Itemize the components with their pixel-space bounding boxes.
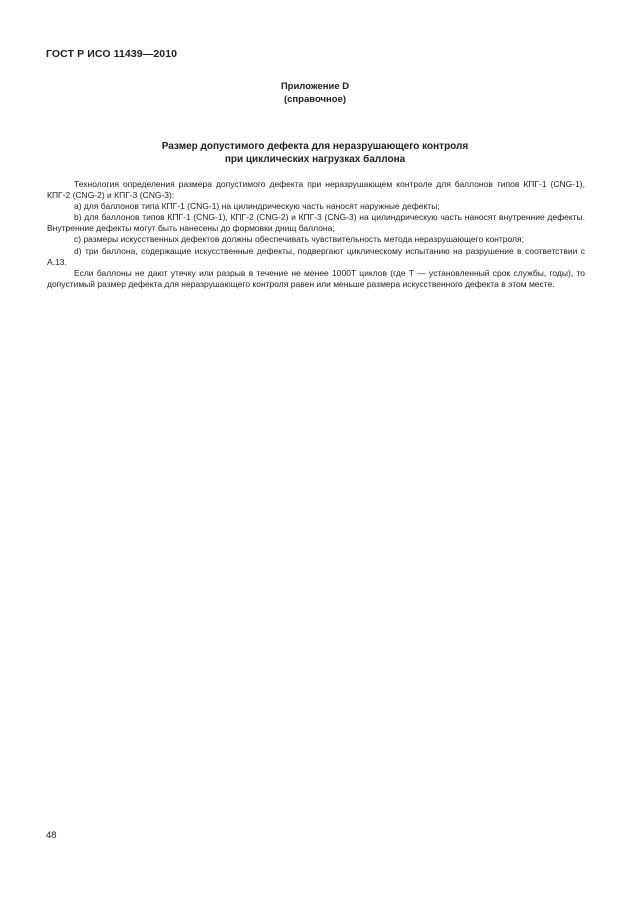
title-line-2: при циклических нагрузках баллона [224,154,406,165]
list-item-b: b) для баллонов типов КПГ-1 (CNG-1), КПГ-2 (CNG-2) и КПГ-3 (CNG-3) на цилиндрическую часть наносят внутренние дефекты. Внутренние дефекты могут быть нанесены до формовки днищ баллона; [47,212,585,234]
list-item-a: a) для баллонов типа КПГ-1 (CNG-1) на цилиндрическую часть наносят наружные дефекты; [74,201,440,212]
list-item-d: d) три баллона, содержащие искусственные дефекты, подвергают циклическому испытанию на разрушение в соответствии с А.13. [47,245,585,267]
title-line-1: Размер допустимого дефекта для неразрушающего контроля [161,141,469,152]
document-code: ГОСТ Р ИСО 11439—2010 [46,48,178,60]
page-number: 48 [46,830,57,841]
final-paragraph: Если баллоны не дают утечку или разрыв в течение не менее 1000T циклов (где T — установленный срок службы, годы), то допустимый размер дефекта для неразрушающего контроля равен или меньше размера искусственного дефекта в этом месте. [47,267,585,289]
annex-label: Приложение D [280,81,350,92]
annex-kind: (справочное) [283,94,347,105]
intro-paragraph: Технология определения размера допустимого дефекта при неразрушающем контроле для баллонов типов КПГ-1 (CNG-1), КПГ-2 (CNG-2) и КПГ-3 (CNG-3): [47,179,585,201]
annex-heading [0,80,630,106]
section-title [0,140,630,166]
body-text [47,179,585,290]
list-item-c: c) размеры искусственных дефектов должны обеспечивать чувствительность метода неразрушающего контроля; [74,234,524,245]
